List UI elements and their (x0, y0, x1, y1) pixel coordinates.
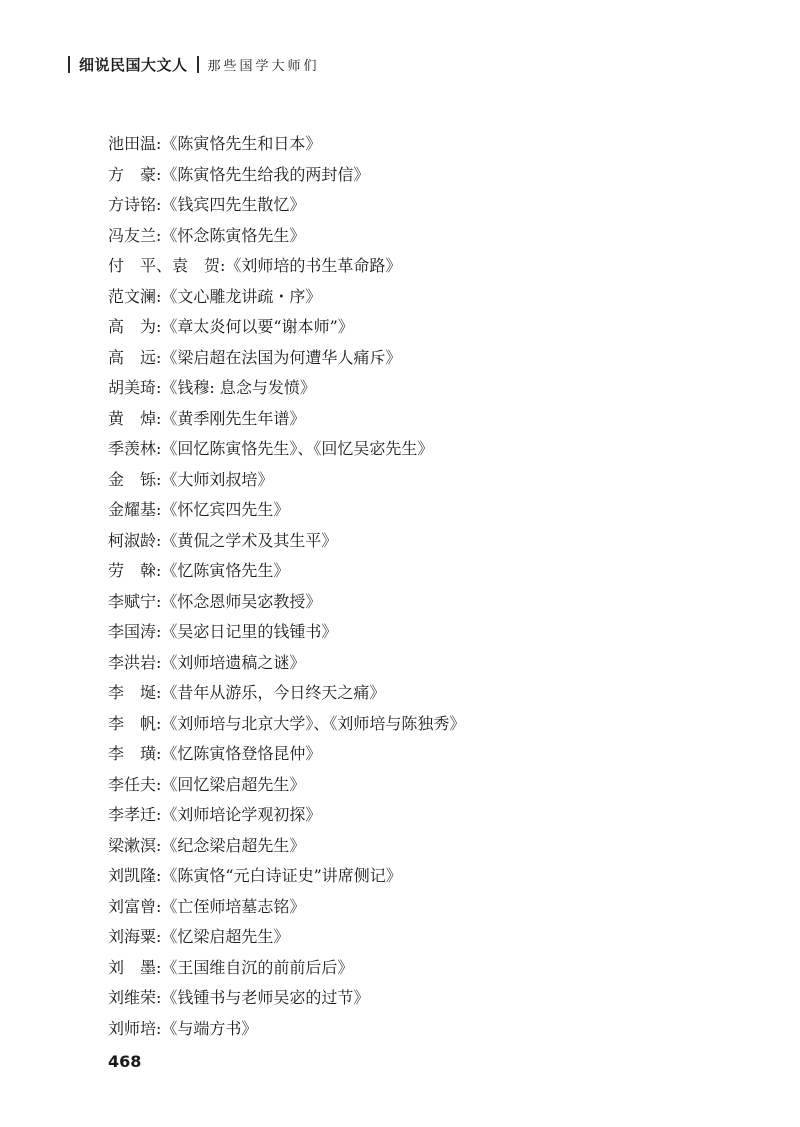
entry-author: 高 远 (108, 347, 157, 367)
entry-author: 方诗铭 (108, 195, 157, 214)
entry-works: 《章太炎何以要“谢本师”》 (161, 317, 354, 336)
bibliography-entry (108, 648, 465, 679)
entry-author: 李 埏 (108, 683, 157, 702)
entry-works: 《忆梁启超先生》 (161, 927, 290, 946)
entry-separator: : (156, 988, 162, 1007)
bibliography-entry (108, 495, 465, 526)
bibliography-entry (108, 678, 465, 709)
entry-author: 刘富曾 (108, 896, 157, 916)
entry-separator: : (156, 957, 162, 977)
bibliography-entry (108, 221, 465, 252)
bibliography-entry (108, 465, 465, 496)
entry-author: 黄 焯 (108, 408, 157, 428)
entry-works: 《怀忆宾四先生》 (161, 500, 290, 519)
entry-author: 梁漱溟 (108, 835, 157, 855)
entry-separator: : (156, 500, 162, 519)
entry-separator: : (156, 927, 162, 946)
entry-author: 范文澜 (108, 286, 157, 306)
entry-separator: : (156, 378, 162, 397)
bibliography-entry (108, 434, 465, 465)
entry-works: 《钱锺书与老师吴宓的过节》 (161, 988, 370, 1007)
entry-author: 劳 榦 (108, 561, 157, 580)
entry-author: 李任夫 (108, 774, 157, 794)
bibliography-entry (108, 861, 465, 892)
entry-works: 《刘师培遗稿之谜》 (161, 652, 306, 672)
running-header (68, 52, 320, 76)
entry-separator: : (156, 683, 162, 702)
entry-works: 《怀念陈寅恪先生》 (161, 225, 306, 245)
bibliography-entry (108, 373, 465, 404)
entry-separator: : (156, 774, 162, 794)
header-divider-left (68, 56, 70, 73)
header-divider-right (197, 56, 199, 73)
entry-separator: : (156, 408, 162, 428)
entry-works: 《亡侄师培墓志铭》 (161, 896, 306, 916)
entry-author: 季羡林 (108, 439, 157, 458)
entry-works: 《忆陈寅恪先生》 (161, 561, 290, 580)
entry-works: 《陈寅恪先生给我的两封信》 (161, 164, 370, 184)
entry-works: 《怀念恩师吴宓教授》 (161, 591, 322, 611)
entry-author: 刘师培 (108, 1018, 157, 1038)
bibliography-entry (108, 983, 465, 1014)
entry-separator: : (156, 591, 162, 611)
entry-separator: : (156, 713, 162, 733)
entry-works: 《回忆陈寅恪先生》、《回忆吴宓先生》 (161, 439, 434, 458)
bibliography-entry (108, 404, 465, 435)
entry-author: 方 豪 (108, 164, 157, 184)
entry-works: 《陈寅恪先生和日本》 (161, 134, 322, 153)
entry-separator: : (156, 225, 162, 245)
entry-works: 《钱穆: 息念与发愤》 (161, 378, 316, 397)
bibliography-entry (108, 922, 465, 953)
entry-author: 付 平、袁 贺 (108, 256, 221, 275)
bibliography-entry (108, 770, 465, 801)
entry-separator: : (220, 256, 226, 275)
entry-separator: : (156, 134, 162, 153)
entry-separator: : (156, 1018, 162, 1038)
entry-author: 李国涛 (108, 622, 157, 641)
bibliography-entry (108, 190, 465, 221)
entry-separator: : (156, 195, 162, 214)
bibliography-entry (108, 709, 465, 740)
entry-works: 《昔年从游乐，今日终天之痛》 (161, 683, 386, 702)
entry-works: 《黄季刚先生年谱》 (161, 408, 306, 428)
entry-author: 李孝迁 (108, 805, 157, 824)
entry-separator: : (156, 530, 162, 550)
bibliography-entry (108, 800, 465, 831)
entry-works: 《黄侃之学术及其生平》 (161, 530, 338, 550)
entry-author: 李洪岩 (108, 652, 157, 672)
entry-separator: : (156, 347, 162, 367)
entry-separator: : (156, 286, 162, 306)
bibliography-list (108, 129, 465, 1044)
bibliography-entry (108, 953, 465, 984)
entry-separator: : (156, 866, 162, 885)
entry-works: 《大师刘叔培》 (161, 469, 274, 489)
entry-author: 李赋宁 (108, 591, 157, 611)
entry-author: 池田温 (108, 134, 157, 153)
entry-works: 《刘师培的书生革命路》 (225, 256, 402, 275)
entry-separator: : (156, 805, 162, 824)
entry-author: 高 为 (108, 317, 157, 336)
entry-works: 《纪念梁启超先生》 (161, 835, 306, 855)
bibliography-entry (108, 587, 465, 618)
entry-works: 《吴宓日记里的钱锺书》 (161, 622, 338, 641)
entry-author: 刘 墨 (108, 957, 157, 977)
entry-works: 《钱宾四先生散忆》 (161, 195, 306, 214)
entry-separator: : (156, 896, 162, 916)
bibliography-entry (108, 831, 465, 862)
bibliography-entry (108, 282, 465, 313)
bibliography-entry (108, 556, 465, 587)
bibliography-entry (108, 129, 465, 160)
entry-author: 金耀基 (108, 500, 157, 519)
entry-separator: : (156, 622, 162, 641)
entry-works: 《陈寅恪“元白诗证史”讲席侧记》 (161, 866, 402, 885)
entry-separator: : (156, 561, 162, 580)
bibliography-entry (108, 617, 465, 648)
bibliography-entry (108, 739, 465, 770)
entry-author: 刘凯隆 (108, 866, 157, 885)
entry-author: 李 帆 (108, 713, 157, 733)
entry-separator: : (156, 469, 162, 489)
bibliography-entry (108, 526, 465, 557)
entry-works: 《回忆梁启超先生》 (161, 774, 306, 794)
entry-separator: : (156, 317, 162, 336)
entry-author: 胡美琦 (108, 378, 157, 397)
bibliography-entry (108, 343, 465, 374)
bibliography-entry (108, 892, 465, 923)
entry-author: 冯友兰 (108, 225, 157, 245)
bibliography-entry (108, 160, 465, 191)
entry-works: 《忆陈寅恪登恪昆仲》 (161, 744, 322, 763)
section-title: 那些国学大师们 (207, 58, 320, 74)
entry-author: 金 铄 (108, 469, 157, 489)
entry-works: 《与端方书》 (161, 1018, 258, 1038)
entry-author: 柯淑龄 (108, 530, 157, 550)
entry-works: 《王国维自沉的前前后后》 (161, 957, 354, 977)
entry-works: 《梁启超在法国为何遭华人痛斥》 (161, 347, 402, 367)
bibliography-entry (108, 312, 465, 343)
entry-separator: : (156, 164, 162, 184)
entry-author: 刘海粟 (108, 927, 157, 946)
page-number: 468 (108, 1052, 142, 1071)
entry-separator: : (156, 439, 162, 458)
book-title: 细说民国大文人 (79, 55, 188, 74)
entry-separator: : (156, 835, 162, 855)
entry-author: 李 璜 (108, 744, 157, 763)
entry-author: 刘维荣 (108, 988, 157, 1007)
entry-separator: : (156, 744, 162, 763)
entry-works: 《刘师培论学观初探》 (161, 805, 322, 824)
entry-separator: : (156, 652, 162, 672)
bibliography-entry (108, 1014, 465, 1045)
bibliography-entry (108, 251, 465, 282)
entry-works: 《文心雕龙讲疏・序》 (161, 286, 322, 306)
entry-works: 《刘师培与北京大学》、《刘师培与陈独秀》 (161, 713, 466, 733)
